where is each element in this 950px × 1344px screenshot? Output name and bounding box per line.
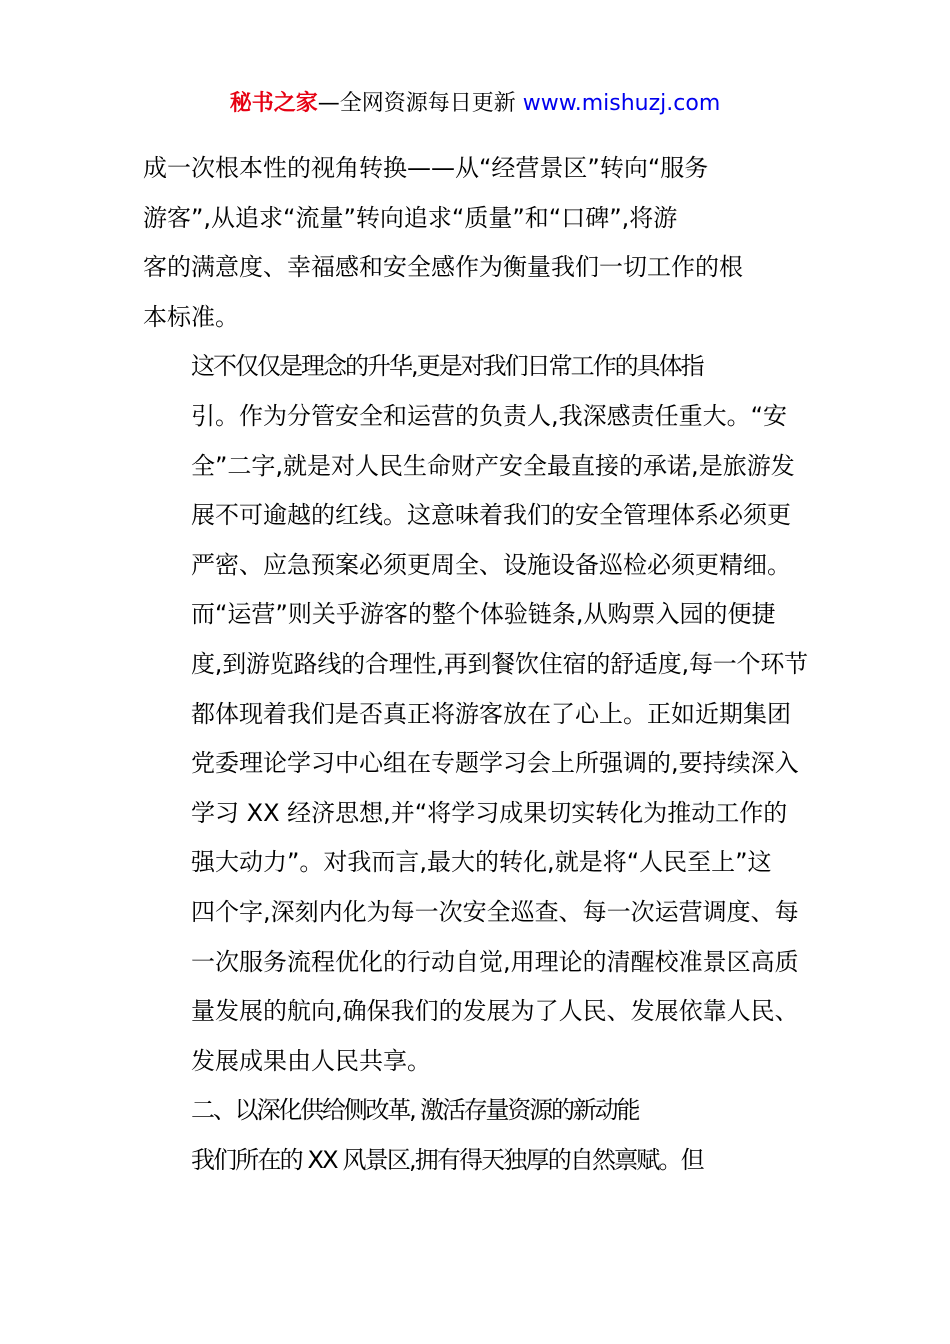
- page-header: [0, 86, 950, 122]
- text-line: 学习 XX 经济思想,并“将学习成果切实转化为推动工作的: [191, 798, 788, 827]
- text-line: 强大动力”。对我而言,最大的转化,就是将“人民至上”这: [191, 848, 772, 877]
- text-line: 展不可逾越的红线。这意味着我们的安全管理体系必须更: [191, 501, 791, 530]
- body-paragraph: [143, 342, 808, 1086]
- text-line: 我们所在的 XX 风景区,拥有得天独厚的自然禀赋。但: [191, 1145, 703, 1174]
- text-line: 都体现着我们是否真正将游客放在了心上。正如近期集团: [191, 699, 791, 728]
- text-line: 引。作为分管安全和运营的负责人,我深感责任重大。“安: [191, 401, 788, 430]
- text-line: 游客”,从追求“流量”转向追求“质量”和“口碑”,将游: [143, 203, 678, 232]
- brand-name: 秘书之家: [229, 91, 318, 116]
- text-line: 这不仅仅是理念的升华,更是对我们日常工作的具体指: [191, 352, 703, 381]
- text-line: 本标准。: [143, 302, 239, 331]
- header-tagline: —全网资源每日更新: [317, 91, 523, 116]
- text-line: 客的满意度、幸福感和安全感作为衡量我们一切工作的根: [143, 253, 743, 282]
- text-line: 一次服务流程优化的行动自觉,用理论的清醒校准景区高质: [191, 947, 799, 976]
- body-paragraph: [143, 1086, 808, 1136]
- text-line: 全”二字,就是对人民生命财产安全最直接的承诺,是旅游发: [191, 451, 795, 480]
- text-line: 党委理论学习中心组在专题学习会上所强调的,要持续深入: [191, 749, 799, 778]
- text-line: 严密、应急预案必须更周全、设施设备巡检必须更精细。: [191, 550, 791, 579]
- text-line: 度,到游览路线的合理性,再到餐饮住宿的舒适度,每一个环节: [191, 649, 808, 678]
- text-line: 成一次根本性的视角转换——从“经营景区”转向“服务: [143, 154, 709, 182]
- text-line: 量发展的航向,确保我们的发展为了人民、发展依靠人民、: [191, 997, 799, 1026]
- site-url-link[interactable]: www.mishuzj.com: [522, 91, 721, 116]
- text-line: 而“运营”则关乎游客的整个体验链条,从购票入园的便捷: [191, 600, 776, 629]
- document-body: [143, 144, 808, 1185]
- text-line: 二、以深化供给侧改革, 激活存量资源的新动能: [191, 1096, 639, 1125]
- text-line: 发展成果由人民共享。: [191, 1046, 431, 1075]
- text-line: 四个字,深刻内化为每一次安全巡查、每一次运营调度、每: [191, 897, 799, 926]
- body-paragraph: [143, 1136, 808, 1186]
- body-paragraph: [143, 144, 808, 342]
